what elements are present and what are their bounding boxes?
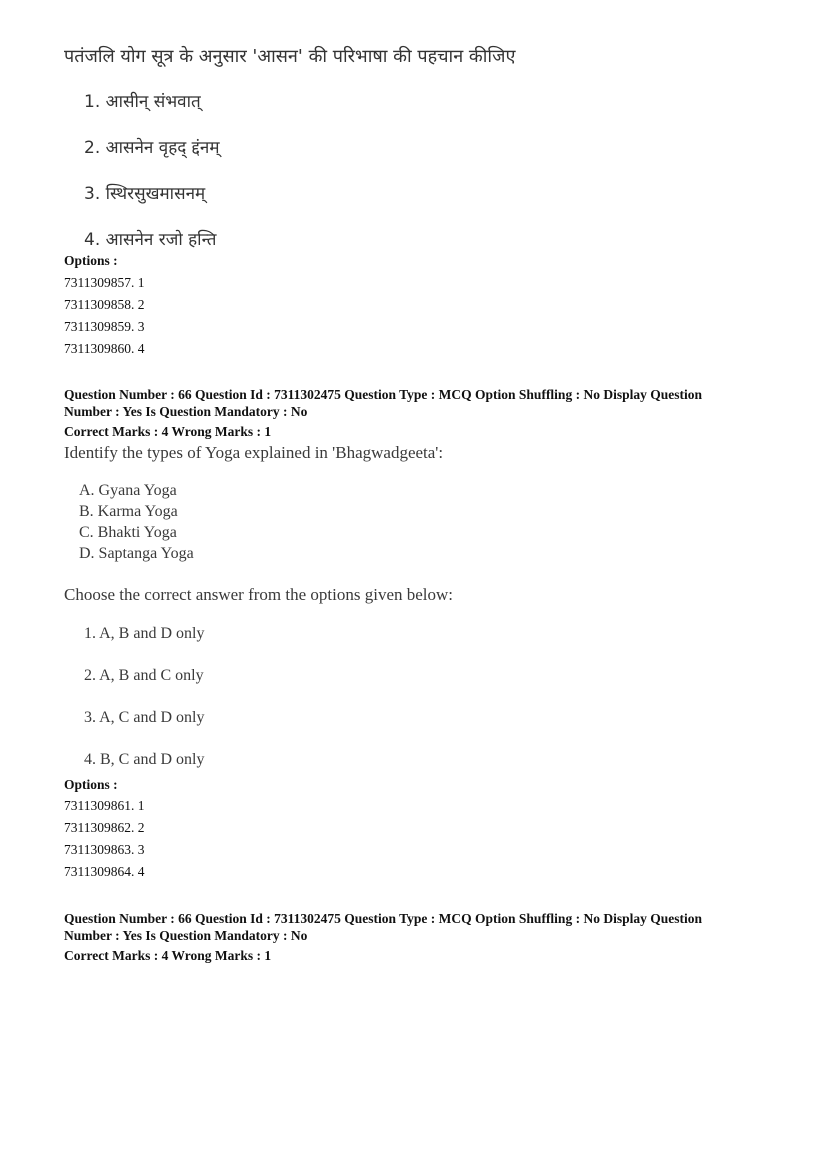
q2-option-3: 7311309863. 3 (64, 842, 145, 857)
q3-meta-line2: Number : Yes Is Question Mandatory : No (64, 928, 308, 943)
q2-options-label: Options : (64, 777, 118, 792)
q1-options-label: Options : (64, 253, 118, 268)
q2-option-1: 7311309861. 1 (64, 798, 145, 813)
q2-option-4: 7311309864. 4 (64, 864, 145, 879)
q2-item-d: D. Saptanga Yoga (79, 545, 194, 562)
q1-option-2: 7311309858. 2 (64, 297, 145, 312)
q2-meta-line2: Number : Yes Is Question Mandatory : No (64, 404, 308, 419)
q3-meta-line1: Question Number : 66 Question Id : 7311302475 Question Type : MCQ Option Shuffling : No Display Question (64, 911, 702, 926)
q2-item-a: A. Gyana Yoga (79, 482, 177, 499)
q1-choice-4: 4. आसनेन रजो हन्ति (84, 230, 217, 250)
q2-choice-3: 3. A, C and D only (84, 709, 205, 726)
q2-marks: Correct Marks : 4 Wrong Marks : 1 (64, 424, 272, 439)
q2-option-2: 7311309862. 2 (64, 820, 145, 835)
q1-choice-2: 2. आसनेन वृहद् द्दंनम् (84, 138, 220, 158)
q2-question-text: Identify the types of Yoga explained in 'Bhagwadgeeta': (64, 443, 444, 462)
q1-question-text: पतंजलि योग सूत्र के अनुसार 'आसन' की परिभाषा की पहचान कीजिए (64, 46, 516, 67)
q2-meta (64, 386, 764, 420)
q3-marks: Correct Marks : 4 Wrong Marks : 1 (64, 948, 272, 963)
q1-choice-3: 3. स्थिरसुखमासनम् (84, 184, 206, 204)
q2-choice-4: 4. B, C and D only (84, 751, 205, 768)
q2-choice-2: 2. A, B and C only (84, 667, 204, 684)
q2-choice-1: 1. A, B and D only (84, 625, 205, 642)
q2-meta-line1: Question Number : 66 Question Id : 7311302475 Question Type : MCQ Option Shuffling : No Display Question (64, 387, 702, 402)
q2-item-b: B. Karma Yoga (79, 503, 178, 520)
q3-meta (64, 910, 764, 944)
q1-option-1: 7311309857. 1 (64, 275, 145, 290)
q2-item-c: C. Bhakti Yoga (79, 524, 177, 541)
q1-option-3: 7311309859. 3 (64, 319, 145, 334)
q2-instruction: Choose the correct answer from the options given below: (64, 585, 454, 604)
q1-choice-1: 1. आसीन् संभवात् (84, 92, 201, 112)
q1-option-4: 7311309860. 4 (64, 341, 145, 356)
